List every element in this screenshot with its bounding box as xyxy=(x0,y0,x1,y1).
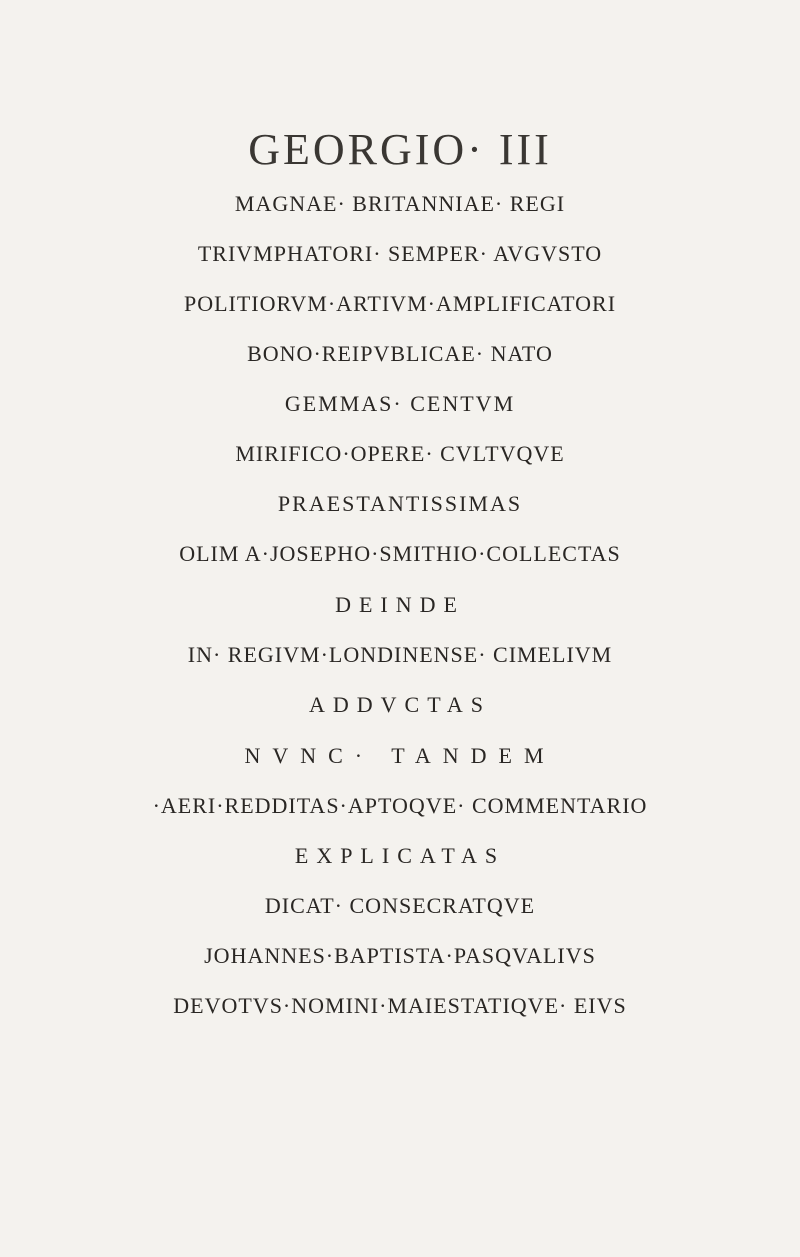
dedication-line-2: TRIVMPHATORI· SEMPER· AVGVSTO xyxy=(197,241,603,266)
dedication-line-13: ·AERI·REDDITAS·APTOQVE· COMMENTARIO xyxy=(152,793,648,818)
dedication-line-15: DICAT· CONSECRATQVE xyxy=(264,893,536,918)
dedication-line-6: MIRIFICO·OPERE· CVLTVQVE xyxy=(235,441,565,466)
dedication-line-11: ADDVCTAS xyxy=(308,692,492,717)
dedication-line-17: DEVOTVS·NOMINI·MAIESTATIQVE· EIVS xyxy=(173,993,627,1018)
dedication-line-9: DEINDE xyxy=(335,592,465,617)
dedication-line-4: BONO·REIPVBLICAE· NATO xyxy=(247,341,553,366)
dedication-line-16: JOHANNES·BAPTISTA·PASQVALIVS xyxy=(204,943,596,968)
dedication-line-7: PRAESTANTISSIMAS xyxy=(277,491,523,516)
dedication-title: GEORGIO· III xyxy=(248,125,552,174)
dedication-line-3: POLITIORVM·ARTIVM·AMPLIFICATORI xyxy=(183,291,617,316)
dedication-line-14: EXPLICATAS xyxy=(294,843,506,868)
dedication-line-1: MAGNAE· BRITANNIAE· REGI xyxy=(234,191,566,216)
dedication-line-10: IN· REGIVM·LONDINENSE· CIMELIVM xyxy=(187,642,613,667)
dedication-line-8: OLIM A·JOSEPHO·SMITHIO·COLLECTAS xyxy=(179,541,621,566)
dedication-line-5: GEMMAS· CENTVM xyxy=(284,391,516,416)
dedication-line-12: NVNC· TANDEM xyxy=(244,743,556,768)
